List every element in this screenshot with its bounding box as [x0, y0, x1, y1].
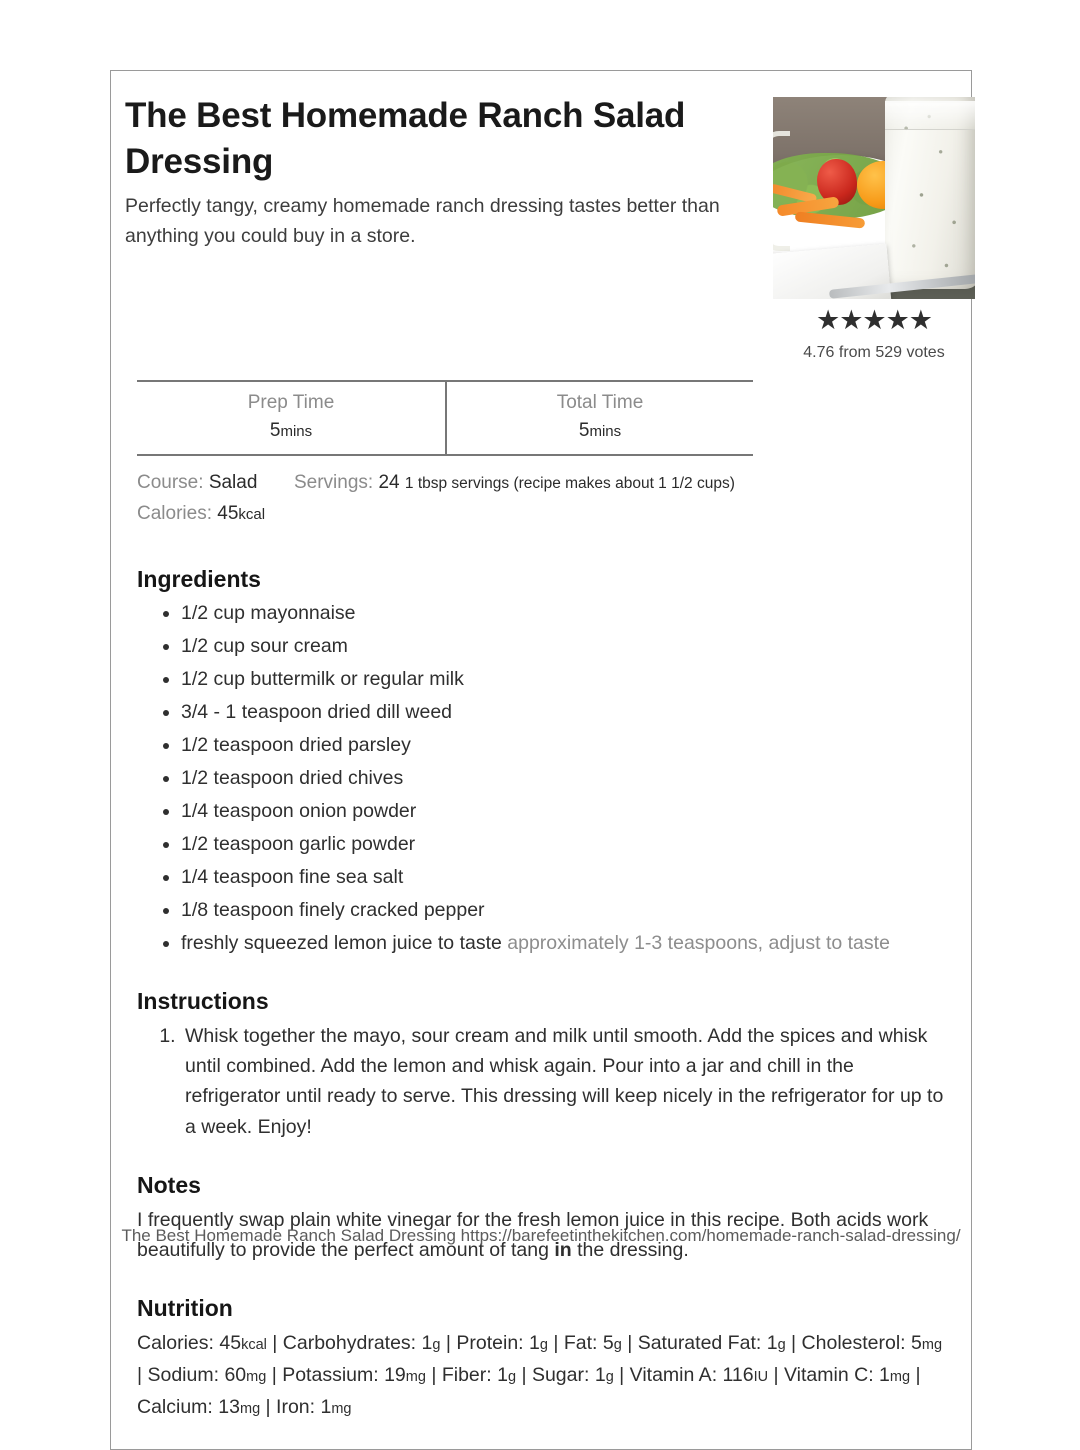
servings-label: Servings:	[293, 472, 374, 493]
recipe-meta-line-2	[137, 499, 945, 530]
nutrition-separator: |	[910, 1363, 921, 1386]
nutrition-unit: mg	[921, 1337, 943, 1354]
nutrition-heading: Nutrition	[137, 1295, 233, 1322]
ingredient-item	[181, 863, 945, 892]
nutrition-separator: |	[266, 1332, 283, 1355]
nutrition-label: Fiber:	[441, 1363, 498, 1386]
nutrition-label: Vitamin A:	[629, 1363, 723, 1386]
nutrition-separator: |	[440, 1332, 457, 1355]
nutrition-separator: |	[260, 1395, 277, 1418]
ingredient-text: 1/4 teaspoon onion powder	[181, 799, 417, 822]
prep-time-value: 5	[269, 420, 281, 441]
nutrition-unit: g	[507, 1368, 517, 1385]
notes-heading: Notes	[137, 1171, 201, 1198]
ingredient-item	[181, 698, 945, 727]
nutrition-text	[137, 1328, 945, 1423]
servings-value[interactable]: 24	[378, 472, 400, 493]
nutrition-label: Saturated Fat:	[637, 1332, 767, 1355]
nutrition-label: Vitamin C:	[784, 1363, 880, 1386]
instruction-step: 1. Whisk together the mayo, sour cream and milk until smooth. Add the spices and whisk until combined. Add the lemon and whisk again. Pour into a jar and chill in the refrigerator until ready to serve. This dressing will keep nicely in the refrigerator for up to a week. Enjoy!	[181, 1021, 945, 1142]
nutrition-value: 13	[218, 1395, 240, 1418]
ingredient-item	[181, 896, 945, 925]
notes-section	[137, 1172, 945, 1265]
photo-dressing-jar	[885, 97, 975, 289]
ingredient-item	[181, 764, 945, 793]
nutrition-value: 1	[766, 1332, 778, 1355]
nutrition-unit: g	[605, 1368, 614, 1385]
nutrition-unit: g	[539, 1337, 548, 1354]
ingredient-item	[181, 731, 945, 760]
nutrition-value: 1	[879, 1363, 890, 1386]
photo-jar-neck	[885, 101, 975, 130]
ingredient-text: 1/2 teaspoon dried chives	[181, 766, 404, 789]
nutrition-value: 5	[911, 1332, 922, 1355]
ingredient-text: 1/2 teaspoon garlic powder	[181, 832, 416, 855]
course-value: Salad	[208, 472, 258, 493]
recipe-header-text	[125, 93, 741, 252]
nutrition-value: 1	[421, 1332, 433, 1355]
ingredient-item	[181, 665, 945, 694]
ingredient-item	[181, 929, 945, 958]
ingredient-item	[181, 632, 945, 661]
nutrition-label: Sodium:	[147, 1363, 225, 1386]
total-time-cell	[445, 382, 753, 454]
prep-time-label: Prep Time	[247, 392, 335, 413]
nutrition-value: 5	[602, 1332, 614, 1355]
nutrition-value: 1	[497, 1363, 508, 1386]
nutrition-separator: |	[137, 1363, 148, 1386]
nutrition-unit: g	[432, 1337, 441, 1354]
nutrition-unit: mg	[239, 1400, 261, 1417]
notes-part-2: the dressing.	[571, 1239, 689, 1262]
nutrition-label: Potassium:	[282, 1363, 385, 1386]
nutrition-label: Fat:	[563, 1332, 603, 1355]
card-footer	[110, 1226, 972, 1246]
calories-unit: kcal	[238, 505, 266, 523]
prep-time-cell	[137, 382, 445, 454]
calories-value: 45	[217, 502, 239, 524]
nutrition-value: 45	[219, 1332, 242, 1355]
instructions-list	[137, 1021, 945, 1142]
total-time-label: Total Time	[556, 392, 644, 413]
nutrition-unit: g	[777, 1337, 786, 1354]
ingredient-text: 1/2 cup sour cream	[181, 634, 348, 657]
nutrition-label: Protein:	[456, 1332, 529, 1355]
nutrition-value: 1	[529, 1332, 540, 1355]
recipe-header	[125, 93, 945, 362]
nutrition-separator: |	[516, 1363, 532, 1386]
notes-part-1: I frequently swap plain white vinegar for the fresh lemon juice in this recipe. Both acids work beautifully to provide the perfect amount of tang	[137, 1208, 929, 1262]
recipe-times	[137, 380, 753, 456]
photo-jar-handle	[773, 131, 790, 251]
nutrition-label: Carbohydrates:	[282, 1332, 422, 1355]
footer-url[interactable]: https://barefeetinthekitchen.com/homemade-ranch-salad-dressing/	[460, 1226, 961, 1245]
ingredients-list	[137, 599, 945, 959]
nutrition-value: 1	[594, 1363, 606, 1386]
nutrition-unit: mg	[405, 1368, 426, 1385]
recipe-photo	[773, 97, 975, 299]
nutrition-unit: mg	[246, 1368, 267, 1385]
star-rating-icon[interactable]: ★★★★★	[815, 305, 933, 335]
course-label: Course:	[137, 472, 204, 493]
ingredient-note: approximately 1-3 teaspoons, adjust to taste	[501, 932, 890, 954]
servings-note: 1 tbsp servings (recipe makes about 1 1/2 cups)	[404, 475, 735, 492]
instructions-heading: Instructions	[137, 988, 269, 1015]
nutrition-separator: |	[425, 1363, 442, 1386]
calories-label: Calories:	[137, 502, 212, 524]
recipe-meta-line-1	[137, 468, 945, 499]
nutrition-section	[137, 1295, 945, 1423]
notes-emphasis: in	[554, 1239, 572, 1262]
ingredient-item	[181, 830, 945, 859]
ingredient-text: freshly squeezed lemon juice to taste	[181, 932, 502, 954]
nutrition-label: Sugar:	[531, 1363, 595, 1386]
ingredients-section	[137, 566, 945, 959]
nutrition-label: Calcium:	[137, 1395, 219, 1418]
nutrition-unit: IU	[753, 1368, 769, 1385]
nutrition-label: Iron:	[276, 1395, 321, 1418]
ingredient-text: 1/8 teaspoon finely cracked pepper	[181, 898, 485, 921]
nutrition-unit: g	[613, 1337, 622, 1354]
nutrition-separator: |	[266, 1363, 283, 1386]
ingredient-text: 1/2 cup buttermilk or regular milk	[181, 667, 464, 690]
nutrition-value: 60	[224, 1363, 247, 1386]
prep-time-unit: mins	[280, 423, 313, 440]
recipe-meta	[137, 468, 945, 530]
nutrition-label: Cholesterol:	[801, 1332, 912, 1355]
footer-title: The Best Homemade Ranch Salad Dressing	[121, 1226, 456, 1245]
nutrition-label: Calories:	[137, 1332, 220, 1355]
instructions-section	[137, 988, 945, 1142]
nutrition-value: 116	[722, 1363, 754, 1386]
recipe-media	[741, 93, 975, 362]
nutrition-unit: mg	[331, 1400, 352, 1417]
rating-summary: 4.76 from 529 votes	[803, 344, 945, 361]
ingredient-text: 1/4 teaspoon fine sea salt	[181, 865, 404, 888]
ingredients-heading: Ingredients	[137, 565, 261, 592]
nutrition-value: 19	[384, 1363, 406, 1386]
ingredient-item	[181, 797, 945, 826]
nutrition-unit: kcal	[241, 1337, 267, 1354]
ingredient-text: 1/2 cup mayonnaise	[181, 601, 356, 624]
nutrition-separator: |	[547, 1332, 564, 1355]
total-time-unit: mins	[589, 423, 622, 440]
nutrition-separator: |	[613, 1363, 630, 1386]
nutrition-value: 1	[320, 1395, 332, 1418]
ingredient-text: 1/2 teaspoon dried parsley	[181, 733, 411, 756]
total-time-value: 5	[578, 420, 590, 441]
nutrition-separator: |	[768, 1363, 785, 1386]
page-title: The Best Homemade Ranch Salad Dressing	[125, 96, 686, 181]
nutrition-separator: |	[785, 1332, 802, 1355]
recipe-summary: Perfectly tangy, creamy homemade ranch dressing tastes better than anything you could buy in a store.	[125, 194, 720, 248]
ingredient-item	[181, 599, 945, 628]
rating-block	[773, 299, 975, 362]
nutrition-unit: mg	[889, 1368, 911, 1385]
nutrition-separator: |	[621, 1332, 638, 1355]
ingredient-text: 3/4 - 1 teaspoon dried dill weed	[181, 700, 453, 723]
